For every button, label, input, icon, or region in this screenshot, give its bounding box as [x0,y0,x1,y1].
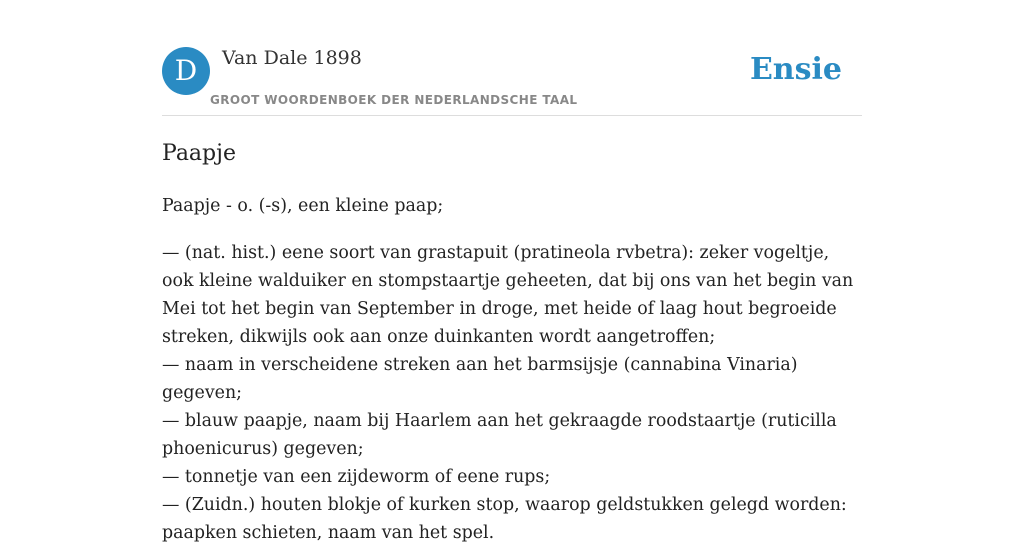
dictionary-logo[interactable]: D [162,47,210,95]
definition-sense-4: — tonnetje van een zijdeworm of eene rups; [162,467,551,487]
entry-content [162,136,862,547]
definition-sense-3: — blauw paapje, naam bij Haarlem aan het gekraagde roodstaartje (ruticilla phoenicurus) gegeven; [162,411,837,459]
dictionary-title[interactable]: Van Dale 1898 [222,47,362,69]
dictionary-subtitle: GROOT WOORDENBOEK DER NEDERLANDSCHE TAAL [210,93,578,107]
site-header [162,46,862,116]
definition-sense-1: — (nat. hist.) eene soort van grastapuit (pratineola rvbetra): zeker vogeltje, ook kleine walduiker en stompstaartje geheeten, dat bij ons van het begin van Mei tot het begin van September in droge, met heide of laag hout begroeide streken, dikwijls ook aan onze duinkanten wordt aangetroffen; [162,243,854,347]
definition-headline: Paapje - o. (-s), een kleine paap; [162,196,444,216]
ensie-brand-logo[interactable]: Ensie [749,52,842,87]
definition-sense-5: — (Zuidn.) houten blokje of kurken stop, waarop geldstukken gelegd worden: paapken schieten, naam van het spel. [162,495,847,543]
page-title: Paapje [162,141,236,166]
definition-sense-2: — naam in verscheidene streken aan het barmsijsje (cannabina Vinaria) gegeven; [162,355,798,403]
definition-body [162,192,862,547]
